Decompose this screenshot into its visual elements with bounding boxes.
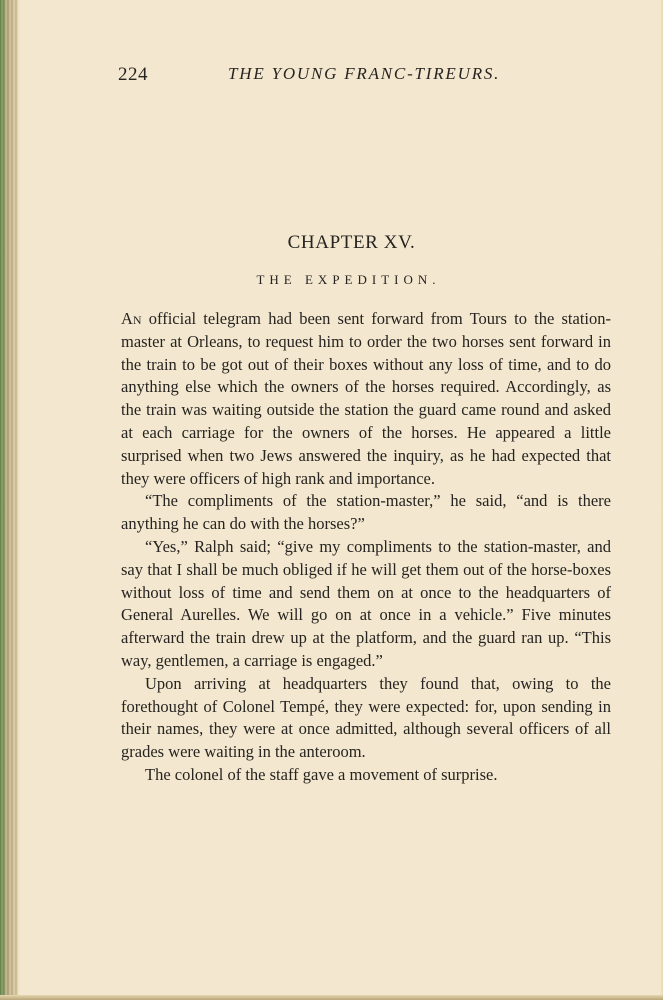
paragraph-1 [121,308,611,490]
chapter-subtitle: THE EXPEDITION. [256,272,441,287]
chapter-title: CHAPTER XV. [287,232,416,253]
body-text [121,308,611,787]
running-head: THE YOUNG FRANC-TIREURS. [228,64,501,83]
paragraph-text: official telegram had been sent forward from Tours to the station-master at Orleans, to request him to order the two horses sent forward in the train to be got out of their boxes without any loss of time, and to do anything else which the owners of the horses required. Accordingly, as the train was waiting outside the station the guard came round and asked at each carriage for the owners of the horses. He appeared a little surprised when two Jews answered the inquiry, as he had expected that they were officers of high rank and importance. [121,309,611,488]
paragraph-3: “Yes,” Ralph said; “give my compliments to the station-master, and say that I shall be much obliged if he will get them out of the horse-boxes without loss of time and send them on at once to the headquarters of General Aurelles. We will go on at once in a vehicle.” Five minutes afterward the train drew up at the platform, and the guard ran up. “This way, gentlemen, a carriage is engaged.” [121,536,611,670]
paragraph-lead-word: An [121,309,142,328]
paragraph-4: Upon arriving at headquarters they found that, owing to the forethought of Colonel Tempé, they were expected: for, upon sending in their names, they were at once admitted, although several officers of all grades were waiting in the anteroom. [121,673,611,762]
paragraph-2: “The compliments of the station-master,” he said, “and is there anything he can do with the horses?” [121,491,611,534]
paragraph-5: The colonel of the staff gave a movement of surprise. [145,764,498,784]
page-bottom-edge [0,995,663,1000]
page-number: 224 [118,64,148,85]
book-binding-edge [0,0,20,1000]
page-header [0,64,663,88]
